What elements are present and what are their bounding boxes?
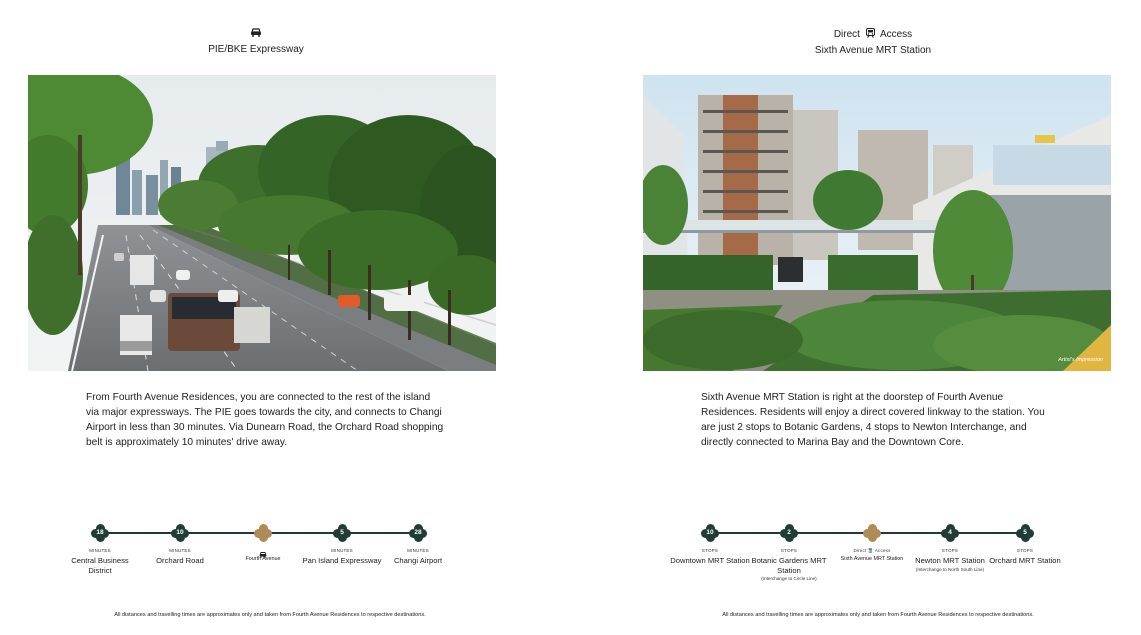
left-paragraph: From Fourth Avenue Residences, you are connected to the rest of the island via major expressways. The PIE goes towards the city, and connects to Changi Airport in less than 30 minutes. Via Dunearn Road, the Orchard Road shopping belt is approximately 10 minutes' drive away. [86,392,444,448]
marker-unit: STOPS [941,548,959,553]
right-header-title: Sixth Avenue MRT Station [814,45,932,56]
destination-name: Orchard Road [156,556,204,565]
car-icon [156,27,356,42]
direct-label: Direct [833,29,860,40]
distance-marker [780,524,798,542]
timeline-node [832,524,912,563]
timeline-node [910,524,990,573]
marker-value [863,524,881,542]
origin-marker [863,524,881,542]
marker-value [254,524,272,542]
destination-name: Fourth Avenue [245,556,281,562]
distance-marker [941,524,959,542]
timeline-node [140,524,220,566]
right-header [773,27,973,58]
distance-marker [1016,524,1034,542]
destination-name: Sixth Avenue MRT Station [840,556,904,562]
left-footnote: All distances and travelling times are approximates only and taken from Fourth Avenue Residences to respective destinations. [114,612,426,618]
access-label: Access [879,29,913,40]
marker-unit: STOPS [780,548,798,553]
destination-name: Downtown MRT Station [670,556,750,565]
marker-value: 18 [96,529,104,536]
distance-marker [171,524,189,542]
marker-unit: MINUTES [89,548,111,553]
timeline-node [60,524,140,575]
right-footnote: All distances and travelling times are approximates only and taken from Fourth Avenue Residences to respective destinations. [722,612,1034,618]
timeline-node [223,524,303,563]
origin-marker [254,524,272,542]
marker-value: 4 [948,529,952,536]
destination-note: (Interchange to Circle Line) [761,576,817,581]
distance-marker [333,524,351,542]
marker-value: 5 [1023,529,1027,536]
marker-value: 10 [176,529,184,536]
train-icon [866,28,875,43]
left-header [156,27,356,57]
timeline-node [670,524,750,566]
marker-value: 5 [340,529,344,536]
mrt-station-photo [643,75,1111,371]
timeline-node [378,524,458,566]
marker-value: 10 [706,529,714,536]
car-icon [223,545,303,554]
image-caption: Artist's Impression [1058,357,1103,363]
marker-unit: MINUTES [169,548,191,553]
timeline-node [749,524,829,582]
expressway-photo [28,75,496,371]
marker-unit: Direct 🚆 Access [853,548,891,553]
destination-name: Central Business District [71,556,129,575]
destination-name: Pan Island Expressway [302,556,382,565]
marker-unit: MINUTES [407,548,429,553]
distance-marker [701,524,719,542]
marker-unit: MINUTES [331,548,353,553]
left-header-title: PIE/BKE Expressway [208,44,304,55]
timeline-node [985,524,1065,566]
distance-marker [409,524,427,542]
marker-unit: STOPS [701,548,719,553]
destination-name: Changi Airport [393,556,443,565]
right-paragraph: Sixth Avenue MRT Station is right at the doorstep of Fourth Avenue Residences. Residents will enjoy a direct covered linkway to the station. You are just 2 stops to Botanic Gardens, 4 stops to Newton Interchange, and directly connected to Marina Bay and the Downtown Core. [701,392,1045,448]
marker-value: 28 [414,529,422,536]
marker-unit: STOPS [1016,548,1034,553]
right-header-line1 [773,27,973,43]
timeline-node [302,524,382,566]
destination-name: Orchard MRT Station [989,556,1061,565]
destination-name: Botanic Gardens MRT Station [751,556,827,575]
distance-marker [91,524,109,542]
destination-note: (Interchange to North South Line) [915,566,985,572]
destination-name: Newton MRT Station [915,556,985,565]
marker-value: 2 [787,529,791,536]
